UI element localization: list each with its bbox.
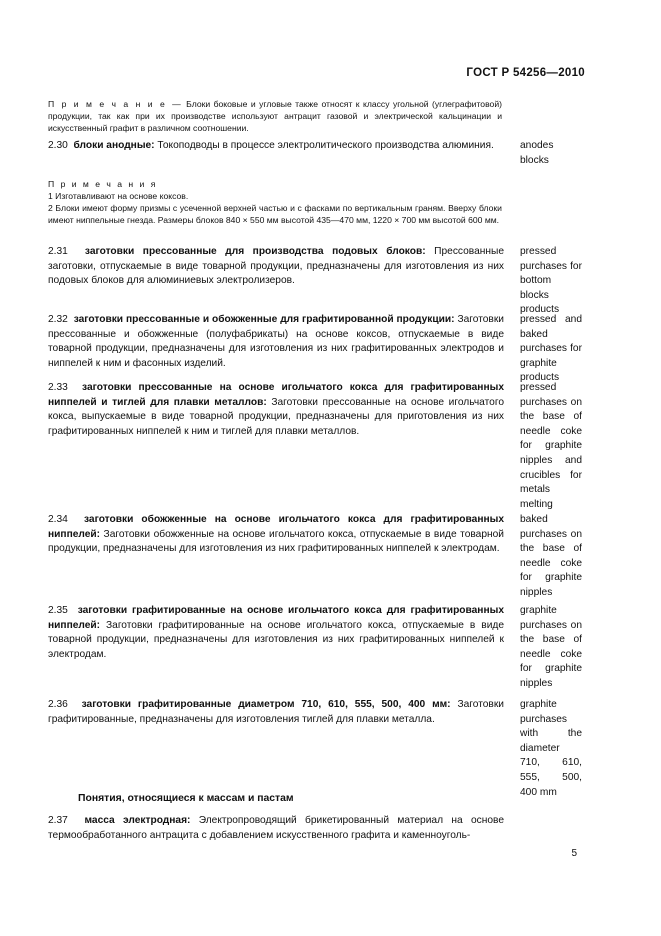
term-definition: Заготовки обожженные на основе игольчатого кокса, отпускаемые в виде товарной продукции, предназначены для изготовления из них графитированных ниппелей к электродам.	[48, 528, 504, 555]
term-2-35	[48, 604, 504, 662]
term-2-33-en: pressed purchases on the base of needle coke for graphite nipples and crucibles for metals melting	[520, 382, 582, 510]
notes-heading: П р и м е ч а н и я	[48, 179, 158, 189]
term-number: 2.37	[48, 815, 68, 826]
term-number: 2.33	[48, 382, 68, 393]
term-2-34-en: baked purchases on the base of needle coke for graphite nipples	[520, 514, 582, 598]
term-name: заготовки прессованные для производства подовых блоков:	[84, 246, 426, 257]
page-number: 5	[571, 848, 577, 859]
term-number: 2.31	[48, 246, 68, 257]
term-2-32	[48, 313, 504, 371]
term-definition: Токоподводы в процессе электролитического производства алюминия.	[154, 140, 494, 151]
term-2-36	[48, 698, 504, 727]
term-definition: Прессованные заготовки, отпускаемые в виде товарной продукции, предназначены для изготовления из них подовых блоков для алюминиевых электролизеров.	[48, 246, 504, 287]
term-2-31-en: pressed purchases for bottom blocks products	[520, 246, 582, 316]
term-definition: Заготовки прессованные и обожженные (полуфабрикаты) на основе коксов, отпускаемые в виде товарной продукции, предназначены для изготовления из них графитированных электродов и ниппелей к ним и фасонных изделий.	[48, 314, 504, 369]
term-name: заготовки прессованные на основе игольчатого кокса для графитированных ниппелей и тиглей для плавки металлов:	[48, 382, 504, 408]
term-number: 2.30	[48, 140, 68, 151]
term-2-30	[48, 139, 504, 154]
note-item: 1 Изготавливают на основе коксов.	[48, 191, 189, 201]
term-definition: Заготовки графитированные на основе игольчатого кокса, отпускаемые в виде товарной продукции, предназначены для изготовления из них графитированных ниппелей к электродам.	[48, 619, 504, 660]
term-name: заготовки графитированные на основе игольчатого кокса для графитированных ниппелей:	[48, 605, 504, 631]
note-label: П р и м е ч а н и е —	[48, 99, 183, 109]
term-definition: Электропроводящий брикетированный материал на основе термообработанного антрацита с добавлением искусственного графита и каменноуголь-	[48, 815, 504, 841]
term-definition: Заготовки прессованные на основе игольчатого кокса, выпускаемые в виде товарной продукции, предназначены для приготовления из них графитированных ниппелей к ним и тиглей для плавки металлов.	[48, 396, 504, 437]
note-item: 2 Блоки имеют форму призмы с усеченной верхней частью и с фасками по вертикальным граням. Вверху блоки имеют ниппельные гнезда. Размеры блоков 840 × 550 мм высотой 435—470 мм, 1220 × 700 мм высотой 600 мм.	[48, 203, 502, 225]
term-2-35-en: graphite purchases on the base of needle coke for graphite nipples	[520, 605, 582, 689]
term-2-32-en: pressed and baked purchases for graphite products	[520, 314, 582, 384]
note-text: Блоки боковые и угловые также относят к классу угольной (углеграфитовой) продукции, так как при их производстве используют антрацит газовой и электрической кальцинации и искусственный графит в различном соотношении.	[48, 99, 502, 133]
term-definition: Заготовки графитированные, предназначены для изготовления тиглей для плавки металла.	[48, 699, 504, 725]
top-note	[48, 98, 502, 134]
section-heading: Понятия, относящиеся к массам и пастам	[78, 793, 294, 804]
term-2-33	[48, 381, 504, 439]
document-header: ГОСТ Р 54256—2010	[466, 67, 585, 79]
term-2-34	[48, 513, 504, 557]
notes-2-30	[48, 178, 502, 226]
term-name: заготовки обожженные на основе игольчатого кокса для графитированных ниппелей:	[48, 514, 504, 540]
term-number: 2.34	[48, 514, 68, 525]
term-2-37	[48, 814, 504, 843]
term-2-31	[48, 245, 504, 289]
term-name: заготовки графитированные диаметром 710, 610, 555, 500, 400 мм:	[81, 699, 451, 710]
term-number: 2.36	[48, 699, 68, 710]
term-number: 2.35	[48, 605, 68, 616]
term-name: масса электродная:	[84, 815, 191, 826]
term-name: блоки анодные:	[73, 140, 155, 151]
term-name: заготовки прессованные и обожженные для графитированной продукции:	[73, 314, 455, 325]
term-2-30-en: anodes blocks	[520, 140, 554, 166]
term-2-36-en: graphite purchases with the diameter 710, 610, 555, 500, 400 mm	[520, 699, 582, 798]
term-number: 2.32	[48, 314, 68, 325]
